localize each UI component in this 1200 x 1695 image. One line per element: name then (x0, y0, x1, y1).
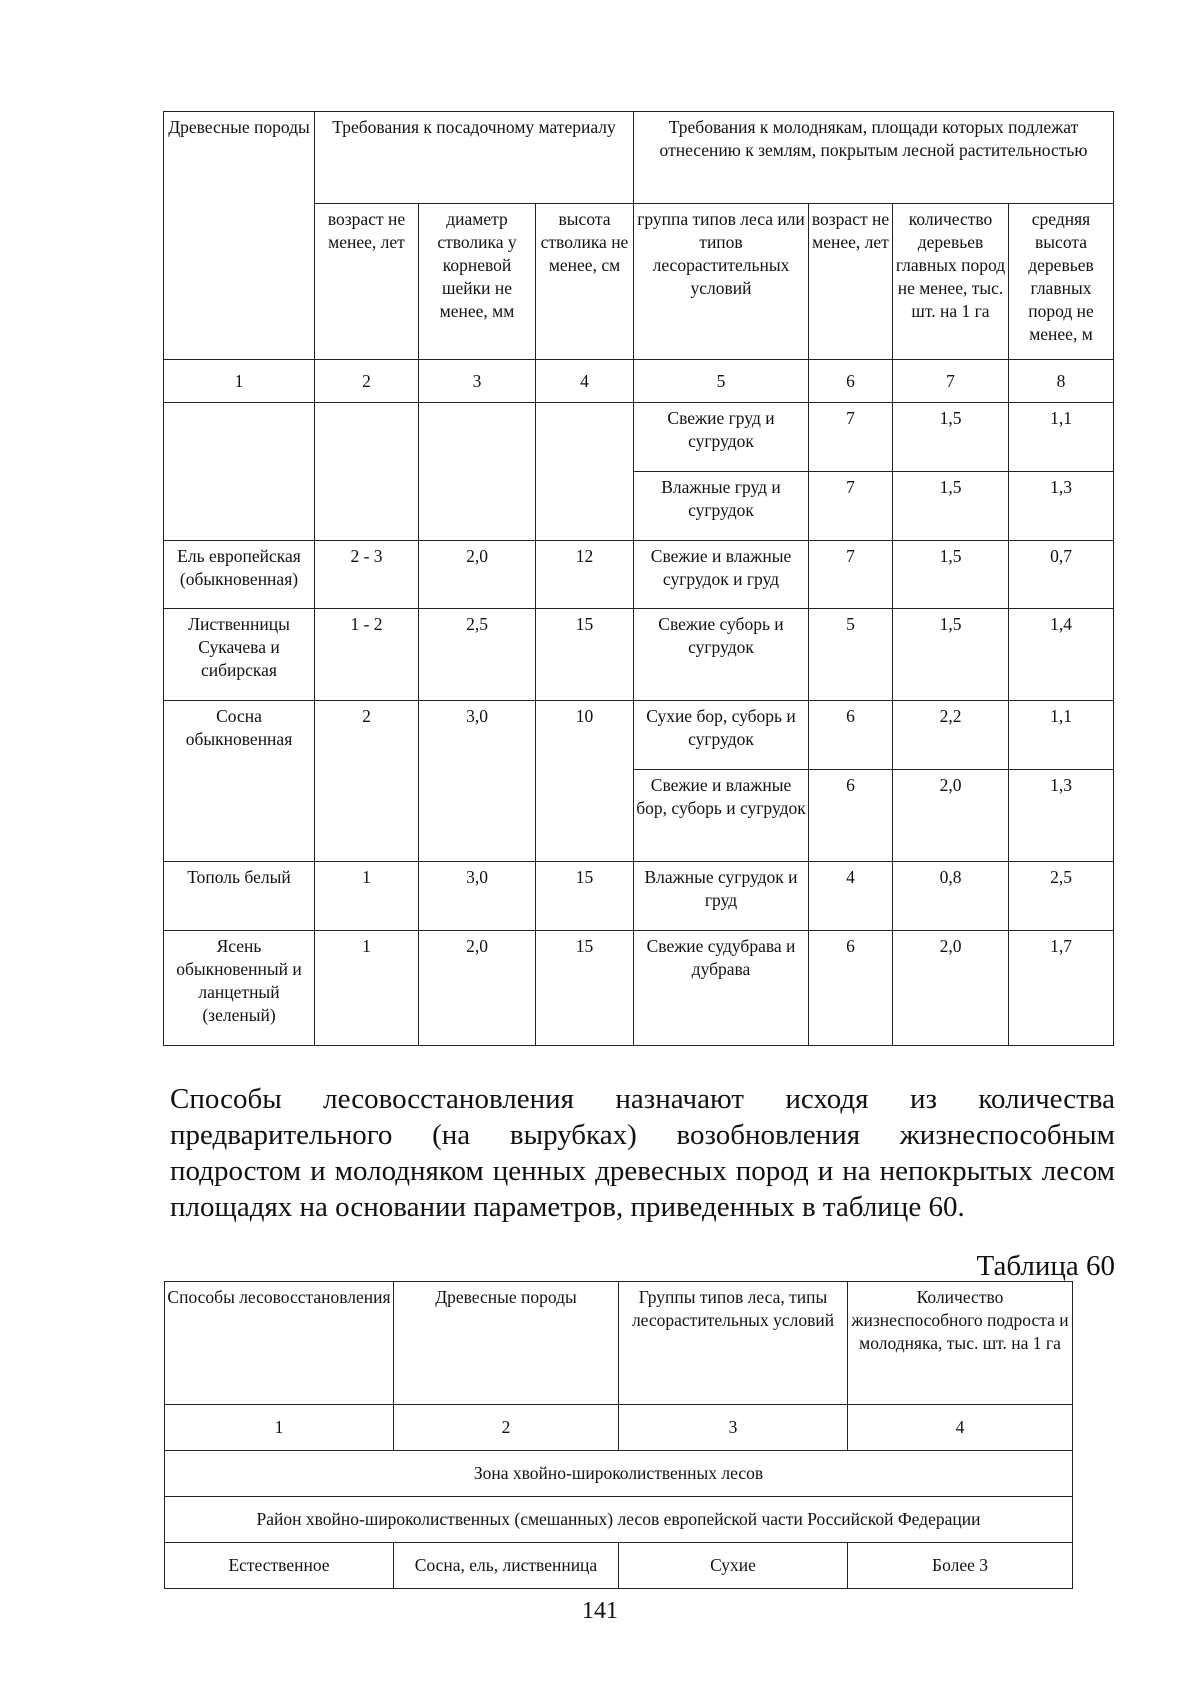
forest-type-cell: Свежие суборь и сугрудок (634, 609, 809, 701)
header-method: Способы лесовосстановления (165, 1282, 394, 1405)
column-number: 1 (164, 360, 315, 403)
mean-height-cell: 2,5 (1009, 862, 1114, 931)
species-cell: Ясень обыкновенный и ланцетный (зеленый) (164, 931, 315, 1046)
column-numbers-row (164, 360, 1114, 403)
forest-type-cell: Влажные сугрудок и груд (634, 862, 809, 931)
table-row (164, 403, 1114, 472)
table-row (164, 862, 1114, 931)
age-cell: 2 - 3 (315, 541, 419, 609)
young-age-cell: 5 (809, 609, 893, 701)
column-number: 1 (165, 1405, 394, 1451)
column-number: 3 (619, 1405, 848, 1451)
forest-type-cell: Сухие (619, 1543, 848, 1589)
column-number: 7 (893, 360, 1009, 403)
subheader-mean-height: средняя высота деревьев главных пород не менее, м (1009, 204, 1114, 360)
species-cell: Ель европейская (обыкновенная) (164, 541, 315, 609)
reforestation-table (164, 1281, 1073, 1589)
tree-count-cell: 1,5 (893, 609, 1009, 701)
column-number: 2 (315, 360, 419, 403)
young-age-cell: 6 (809, 931, 893, 1046)
tree-count-cell: 1,5 (893, 541, 1009, 609)
forest-type-cell: Сухие бор, суборь и сугрудок (634, 701, 809, 770)
requirements-table (163, 111, 1114, 1046)
diameter-cell (419, 403, 536, 541)
undergrowth-count-cell: Более 3 (848, 1543, 1073, 1589)
column-number: 6 (809, 360, 893, 403)
region-heading: Район хвойно-широколиственных (смешанных) лесов европейской части Российской Федерации (165, 1497, 1073, 1543)
column-number: 8 (1009, 360, 1114, 403)
height-cell: 15 (536, 931, 634, 1046)
method-cell: Естественное (165, 1543, 394, 1589)
species-cell (164, 403, 315, 541)
column-number: 2 (394, 1405, 619, 1451)
height-cell: 12 (536, 541, 634, 609)
diameter-cell: 2,0 (419, 541, 536, 609)
table-caption: Таблица 60 (976, 1250, 1115, 1282)
forest-type-cell: Свежие и влажные сугрудок и груд (634, 541, 809, 609)
forest-type-cell: Свежие и влажные бор, суборь и сугрудок (634, 770, 809, 862)
young-age-cell: 7 (809, 541, 893, 609)
page-number: 141 (582, 1598, 618, 1624)
mean-height-cell: 1,7 (1009, 931, 1114, 1046)
subheader-age-young: возраст не менее, лет (809, 204, 893, 360)
mean-height-cell: 0,7 (1009, 541, 1114, 609)
subheader-height: высота стволика не менее, см (536, 204, 634, 360)
height-cell: 15 (536, 609, 634, 701)
tree-count-cell: 2,0 (893, 931, 1009, 1046)
header-species: Древесные породы (394, 1282, 619, 1405)
age-cell: 1 (315, 862, 419, 931)
young-age-cell: 4 (809, 862, 893, 931)
column-number: 3 (419, 360, 536, 403)
header-row (165, 1282, 1073, 1405)
header-species: Древесные породы (164, 112, 315, 360)
column-number: 4 (536, 360, 634, 403)
species-cell: Сосна обыкновенная (164, 701, 315, 862)
diameter-cell: 2,5 (419, 609, 536, 701)
column-number: 4 (848, 1405, 1073, 1451)
age-cell: 1 (315, 931, 419, 1046)
header-young-stands: Требования к молоднякам, площади которых подлежат отнесению к землям, покрытым лесной растительностью (634, 112, 1114, 204)
young-age-cell: 7 (809, 472, 893, 541)
age-cell: 1 - 2 (315, 609, 419, 701)
mean-height-cell: 1,1 (1009, 403, 1114, 472)
tree-count-cell: 2,0 (893, 770, 1009, 862)
age-cell: 2 (315, 701, 419, 862)
subheader-diameter: диаметр стволика у корневой шейки не менее, мм (419, 204, 536, 360)
forest-type-cell: Свежие груд и сугрудок (634, 403, 809, 472)
tree-count-cell: 1,5 (893, 472, 1009, 541)
tree-count-cell: 1,5 (893, 403, 1009, 472)
age-cell (315, 403, 419, 541)
subheader-tree-count: количество деревьев главных пород не менее, тыс. шт. на 1 га (893, 204, 1009, 360)
diameter-cell: 3,0 (419, 862, 536, 931)
subheader-age: возраст не менее, лет (315, 204, 419, 360)
species-cell: Лиственницы Сукачева и сибирская (164, 609, 315, 701)
column-numbers-row (165, 1405, 1073, 1451)
young-age-cell: 7 (809, 403, 893, 472)
young-age-cell: 6 (809, 770, 893, 862)
column-number: 5 (634, 360, 809, 403)
region-row (165, 1497, 1073, 1543)
table-row (164, 931, 1114, 1046)
header-undergrowth-count: Количество жизнеспособного подроста и молодняка, тыс. шт. на 1 га (848, 1282, 1073, 1405)
body-paragraph: Способы лесовосстановления назначают исходя из количества предварительного (на вырубках) возобновления жизнеспособным подростом и молодняком ценных древесных пород и на непокрытых лесом площадях на основании параметров, приведенных в таблице 60. (170, 1083, 1115, 1223)
species-cell: Тополь белый (164, 862, 315, 931)
diameter-cell: 2,0 (419, 931, 536, 1046)
species-cell: Сосна, ель, лиственница (394, 1543, 619, 1589)
mean-height-cell: 1,1 (1009, 701, 1114, 770)
subheader-forest-type: группа типов леса или типов лесорастительных условий (634, 204, 809, 360)
tree-count-cell: 0,8 (893, 862, 1009, 931)
height-cell: 15 (536, 862, 634, 931)
forest-type-cell: Свежие судубрава и дубрава (634, 931, 809, 1046)
height-cell (536, 403, 634, 541)
zone-row (165, 1451, 1073, 1497)
header-forest-types: Группы типов леса, типы лесорастительных условий (619, 1282, 848, 1405)
table-row (164, 609, 1114, 701)
diameter-cell: 3,0 (419, 701, 536, 862)
young-age-cell: 6 (809, 701, 893, 770)
mean-height-cell: 1,3 (1009, 472, 1114, 541)
mean-height-cell: 1,4 (1009, 609, 1114, 701)
table-row (164, 541, 1114, 609)
mean-height-cell: 1,3 (1009, 770, 1114, 862)
forest-type-cell: Влажные груд и сугрудок (634, 472, 809, 541)
table-row (165, 1543, 1073, 1589)
height-cell: 10 (536, 701, 634, 862)
zone-heading: Зона хвойно-широколиственных лесов (165, 1451, 1073, 1497)
header-planting-material: Требования к посадочному материалу (315, 112, 634, 204)
table-row (164, 701, 1114, 770)
tree-count-cell: 2,2 (893, 701, 1009, 770)
